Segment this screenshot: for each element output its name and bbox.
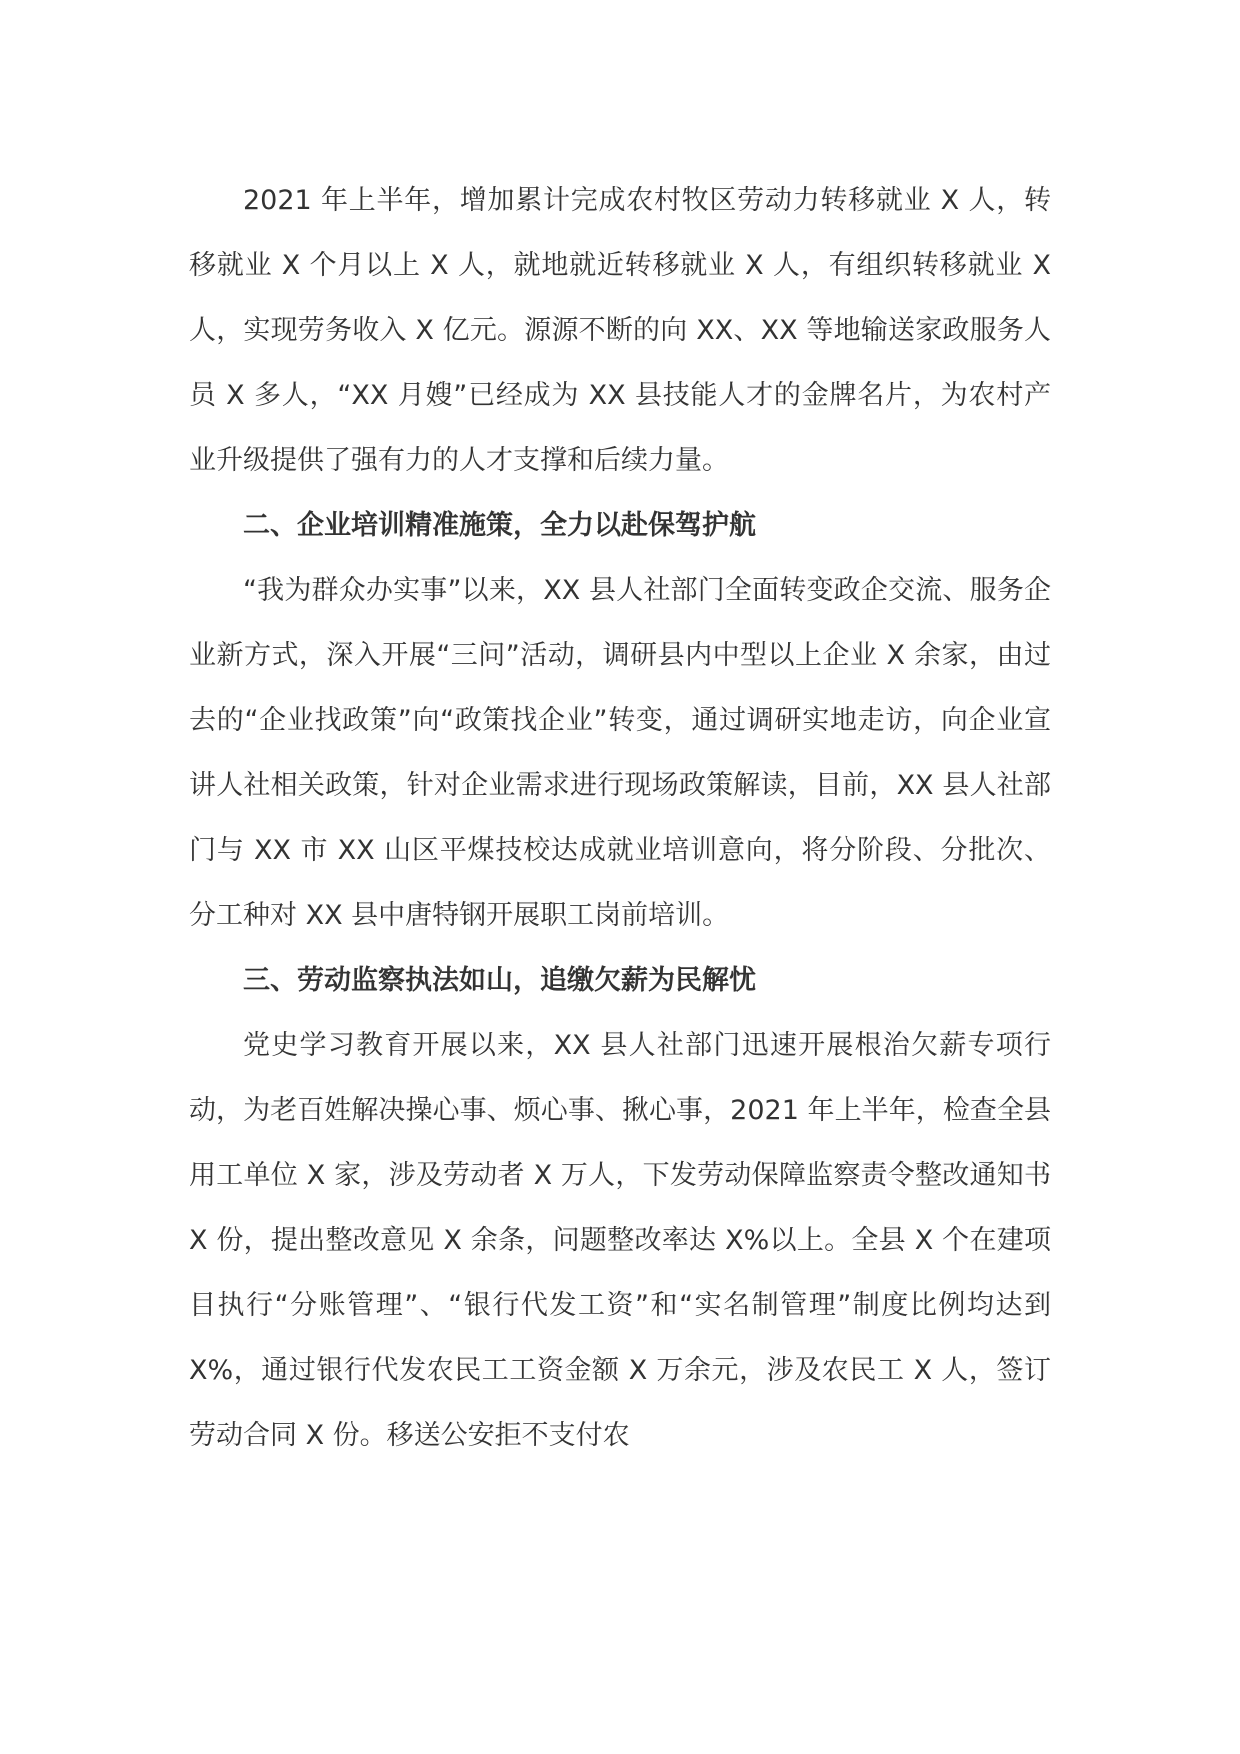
paragraph-enterprise-training: “我为群众办实事”以来，XX 县人社部门全面转变政企交流、服务企业新方式，深入开展“三问”活动，调研县内中型以上企业 X 余家，由过去的“企业找政策”向“政策找企业”转变，通过调研实地走访，向企业宣讲人社相关政策，针对企业需求进行现场政策解读，目前，XX 县人社部门与 XX 市 XX 山区平煤技校达成就业培训意向，将分阶段、分批次、分工种对 XX 县中唐特钢开展职工岗前培训。 <box>189 575 1051 931</box>
section-heading-enterprise-training: 二、企业培训精准施策，全力以赴保驾护航 <box>243 510 756 541</box>
paragraph-employment-transfer: 2021 年上半年，增加累计完成农村牧区劳动力转移就业 X 人，转移就业 X 个月以上 X 人，就地就近转移就业 X 人，有组织转移就业 X 人，实现劳务收入 X 亿元。源源不断的向 XX、XX 等地输送家政服务人员 X 多人，“XX 月嫂”已经成为 XX 县技能人才的金牌名片，为农村产业升级提供了强有力的人才支撑和后续力量。 <box>189 185 1051 476</box>
paragraph-labor-inspection: 党史学习教育开展以来，XX 县人社部门迅速开展根治欠薪专项行动，为老百姓解决操心事、烦心事、揪心事，2021 年上半年，检查全县用工单位 X 家，涉及劳动者 X 万人，下发劳动保障监察责令整改通知书 X 份，提出整改意见 X 余条，问题整改率达 X%以上。全县 X 个在建项目执行“分账管理”、“银行代发工资”和“实名制管理”制度比例均达到 X%，通过银行代发农民工工资金额 X 万余元，涉及农民工 X 人，签订劳动合同 X 份。移送公安拒不支付农 <box>189 1030 1051 1451</box>
section-heading-labor-inspection: 三、劳动监察执法如山，追缴欠薪为民解忧 <box>243 965 756 996</box>
document-body <box>189 168 1051 1468</box>
